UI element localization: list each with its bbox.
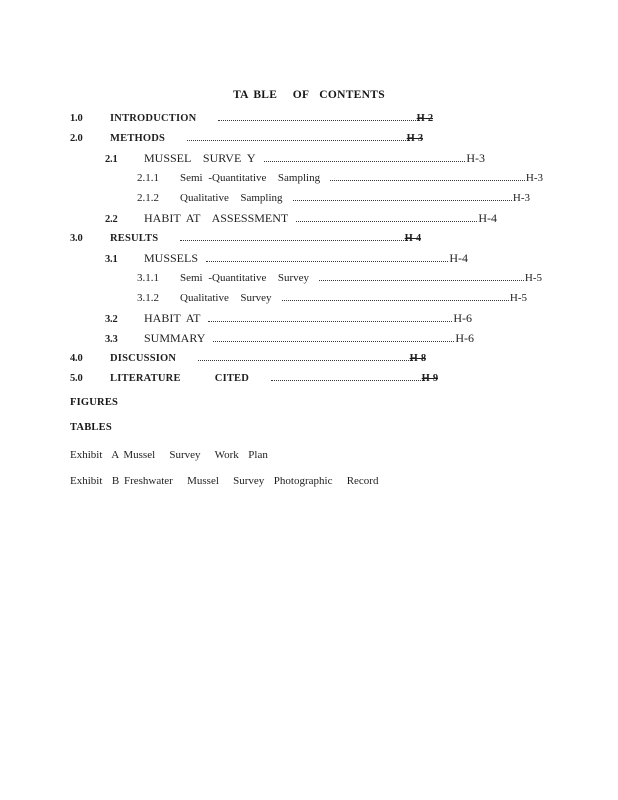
toc-row	[70, 312, 472, 332]
section-number: 5.0	[70, 373, 83, 384]
section-number: 2.1.2	[137, 192, 159, 204]
figures-heading: FIGURES	[70, 397, 119, 408]
toc-row	[70, 292, 527, 312]
page-title: TA BLE OF CONTENTS	[233, 89, 385, 101]
section-number: 3.0	[70, 233, 83, 244]
tables-heading: TABLES	[70, 422, 112, 433]
dot-leader	[319, 280, 524, 281]
exhibit-a-line: Exhibit A Mussel Survey Work Plan	[70, 449, 268, 461]
dot-leader	[293, 200, 512, 201]
page-number: H-6	[455, 331, 474, 345]
dot-leader	[282, 300, 509, 301]
section-number: 3.1.1	[137, 272, 159, 284]
page-number: H-4	[449, 251, 468, 265]
section-number: 3.3	[105, 334, 118, 345]
dot-leader	[198, 360, 412, 361]
section-title: RESULTS	[110, 233, 159, 244]
section-title: SUMMARY	[144, 331, 206, 345]
page-number: H-5	[509, 292, 527, 304]
toc-row	[70, 212, 497, 232]
page-number: H-2	[416, 113, 433, 124]
section-number: 2.0	[70, 133, 83, 144]
table-of-contents	[0, 112, 618, 487]
toc-row	[70, 172, 543, 192]
dot-leader	[218, 120, 419, 121]
page-number: H-9	[421, 373, 438, 384]
toc-row	[70, 192, 530, 212]
page-number: H-5	[524, 272, 542, 284]
section-number: 4.0	[70, 353, 83, 364]
page-number: H-3	[466, 151, 485, 165]
section-title: MUSSEL SURVE Y	[144, 151, 256, 165]
page-number: H-4	[404, 233, 421, 244]
toc-row	[70, 132, 423, 152]
section-title: LITERATURE CITED	[110, 373, 250, 384]
section-title: DISCUSSION	[110, 353, 177, 364]
section-title: Qualitative Sampling	[180, 192, 283, 204]
section-number: 1.0	[70, 113, 83, 124]
section-title: Qualitative Survey	[180, 292, 272, 304]
dot-leader	[180, 240, 407, 241]
page-number: H-3	[406, 133, 423, 144]
page-number: H-3	[525, 172, 543, 184]
toc-row	[70, 372, 438, 392]
dot-leader	[264, 161, 466, 162]
dot-leader	[208, 321, 452, 322]
toc-row	[70, 352, 426, 372]
toc-row	[70, 252, 468, 272]
section-title: HABIT AT	[144, 311, 201, 325]
section-title: Semi -Quantitative Sampling	[180, 172, 321, 184]
toc-row	[70, 112, 433, 132]
dot-leader	[330, 180, 525, 181]
toc-row	[70, 232, 421, 252]
section-title: MUSSELS	[144, 251, 199, 265]
dot-leader	[187, 140, 410, 141]
page-number: H-3	[512, 192, 530, 204]
dot-leader	[213, 341, 454, 342]
page-number: H-4	[478, 211, 497, 225]
toc-row	[70, 152, 485, 172]
section-title: HABIT AT ASSESSMENT	[144, 211, 289, 225]
section-number: 3.2	[105, 314, 118, 325]
section-title: INTRODUCTION	[110, 113, 197, 124]
section-number: 2.2	[105, 214, 118, 225]
dot-leader	[206, 261, 448, 262]
dot-leader	[271, 380, 425, 381]
section-number: 3.1.2	[137, 292, 159, 304]
page-number: H-6	[453, 311, 472, 325]
dot-leader	[296, 221, 477, 222]
section-title: Semi -Quantitative Survey	[180, 272, 310, 284]
section-number: 2.1.1	[137, 172, 159, 184]
toc-row	[70, 332, 474, 352]
section-number: 3.1	[105, 254, 118, 265]
page-number: H-8	[409, 353, 426, 364]
section-title: METHODS	[110, 133, 166, 144]
section-number: 2.1	[105, 154, 118, 165]
toc-row	[70, 272, 542, 292]
exhibit-b-line: Exhibit B Freshwater Mussel Survey Photographic Record	[70, 475, 379, 487]
